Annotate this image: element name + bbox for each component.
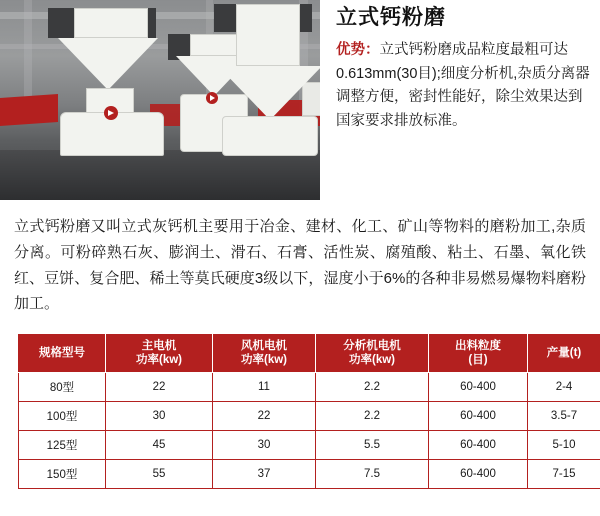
table-cell: 11 [213, 373, 316, 402]
header-line: 主电机 [141, 339, 177, 352]
table-cell: 45 [106, 431, 213, 460]
table-header-cell [429, 334, 528, 373]
table-cell: 3.5-7 [528, 402, 600, 431]
table-cell: 30 [106, 402, 213, 431]
mill-drum [222, 116, 318, 156]
header-line: 规格型号 [39, 347, 85, 359]
table-cell: 60-400 [429, 460, 528, 489]
header-text-block [320, 0, 600, 200]
mill-cone-hopper [58, 38, 158, 90]
table-cell: 100型 [19, 402, 106, 431]
table-cell: 2.2 [316, 402, 429, 431]
header-line: (目) [468, 354, 488, 367]
table-header-row [19, 334, 600, 373]
advantage-text: 立式钙粉磨成品粒度最粗可达0.613mm(30目);细度分析机,杂质分离器调整方便，密封性能好，除尘效果达到国家要求排放标准。 [336, 42, 590, 129]
spec-table-body [19, 373, 600, 489]
table-cell: 30 [213, 431, 316, 460]
table-row [19, 460, 600, 489]
table-cell: 22 [106, 373, 213, 402]
header-line: 风机电机 [241, 339, 287, 352]
header-line: 功率(kw) [349, 354, 395, 367]
header-line: 产量(t) [546, 347, 582, 359]
table-cell: 150型 [19, 460, 106, 489]
intro-paragraph: 立式钙粉磨又叫立式灰钙机主要用于冶金、建材、化工、矿山等物料的磨粉加工,杂质分离。可粉碎熟石灰、膨润土、滑石、石膏、活性炭、腐殖酸、粘土、石墨、氧化铁红、豆饼、复合肥、稀土等莫氏硬度3级以下，湿度小于6%的各种非易燃易爆物料磨粉加工。 [14, 218, 586, 313]
spec-table [18, 333, 600, 489]
table-header-cell [213, 334, 316, 373]
table-cell: 125型 [19, 431, 106, 460]
table-header-cell [19, 334, 106, 373]
table-cell: 7-15 [528, 460, 600, 489]
table-header-cell [106, 334, 213, 373]
table-header-cell [316, 334, 429, 373]
header-line: 分析机电机 [343, 339, 401, 352]
table-cell: 80型 [19, 373, 106, 402]
header-section [0, 0, 600, 200]
header-line: 功率(kw) [241, 354, 287, 367]
table-cell: 7.5 [316, 460, 429, 489]
table-cell: 55 [106, 460, 213, 489]
table-row [19, 402, 600, 431]
table-cell: 60-400 [429, 373, 528, 402]
table-cell: 2-4 [528, 373, 600, 402]
table-cell: 37 [213, 460, 316, 489]
table-row [19, 373, 600, 402]
play-marker-icon [104, 106, 118, 120]
table-cell: 60-400 [429, 431, 528, 460]
table-cell: 5.5 [316, 431, 429, 460]
table-cell: 22 [213, 402, 316, 431]
header-line: 出料粒度 [455, 339, 501, 352]
table-cell: 2.2 [316, 373, 429, 402]
table-cell: 5-10 [528, 431, 600, 460]
header-line: 功率(kw) [136, 354, 182, 367]
table-header-cell [528, 334, 600, 373]
page-title: 立式钙粉磨 [336, 6, 446, 29]
table-row [19, 431, 600, 460]
product-photo [0, 0, 320, 200]
advantage-paragraph [336, 39, 590, 133]
wall-column [24, 0, 32, 110]
spec-table-head [19, 334, 600, 373]
advantage-label: 优势： [336, 42, 380, 59]
grinding-mill-left [48, 8, 178, 188]
mill-top-box [74, 8, 148, 38]
grinding-mill-right [214, 4, 320, 190]
table-cell: 60-400 [429, 402, 528, 431]
spec-table-wrapper [18, 333, 582, 489]
mill-cone-hopper [218, 66, 320, 120]
mill-top-box [236, 4, 300, 66]
